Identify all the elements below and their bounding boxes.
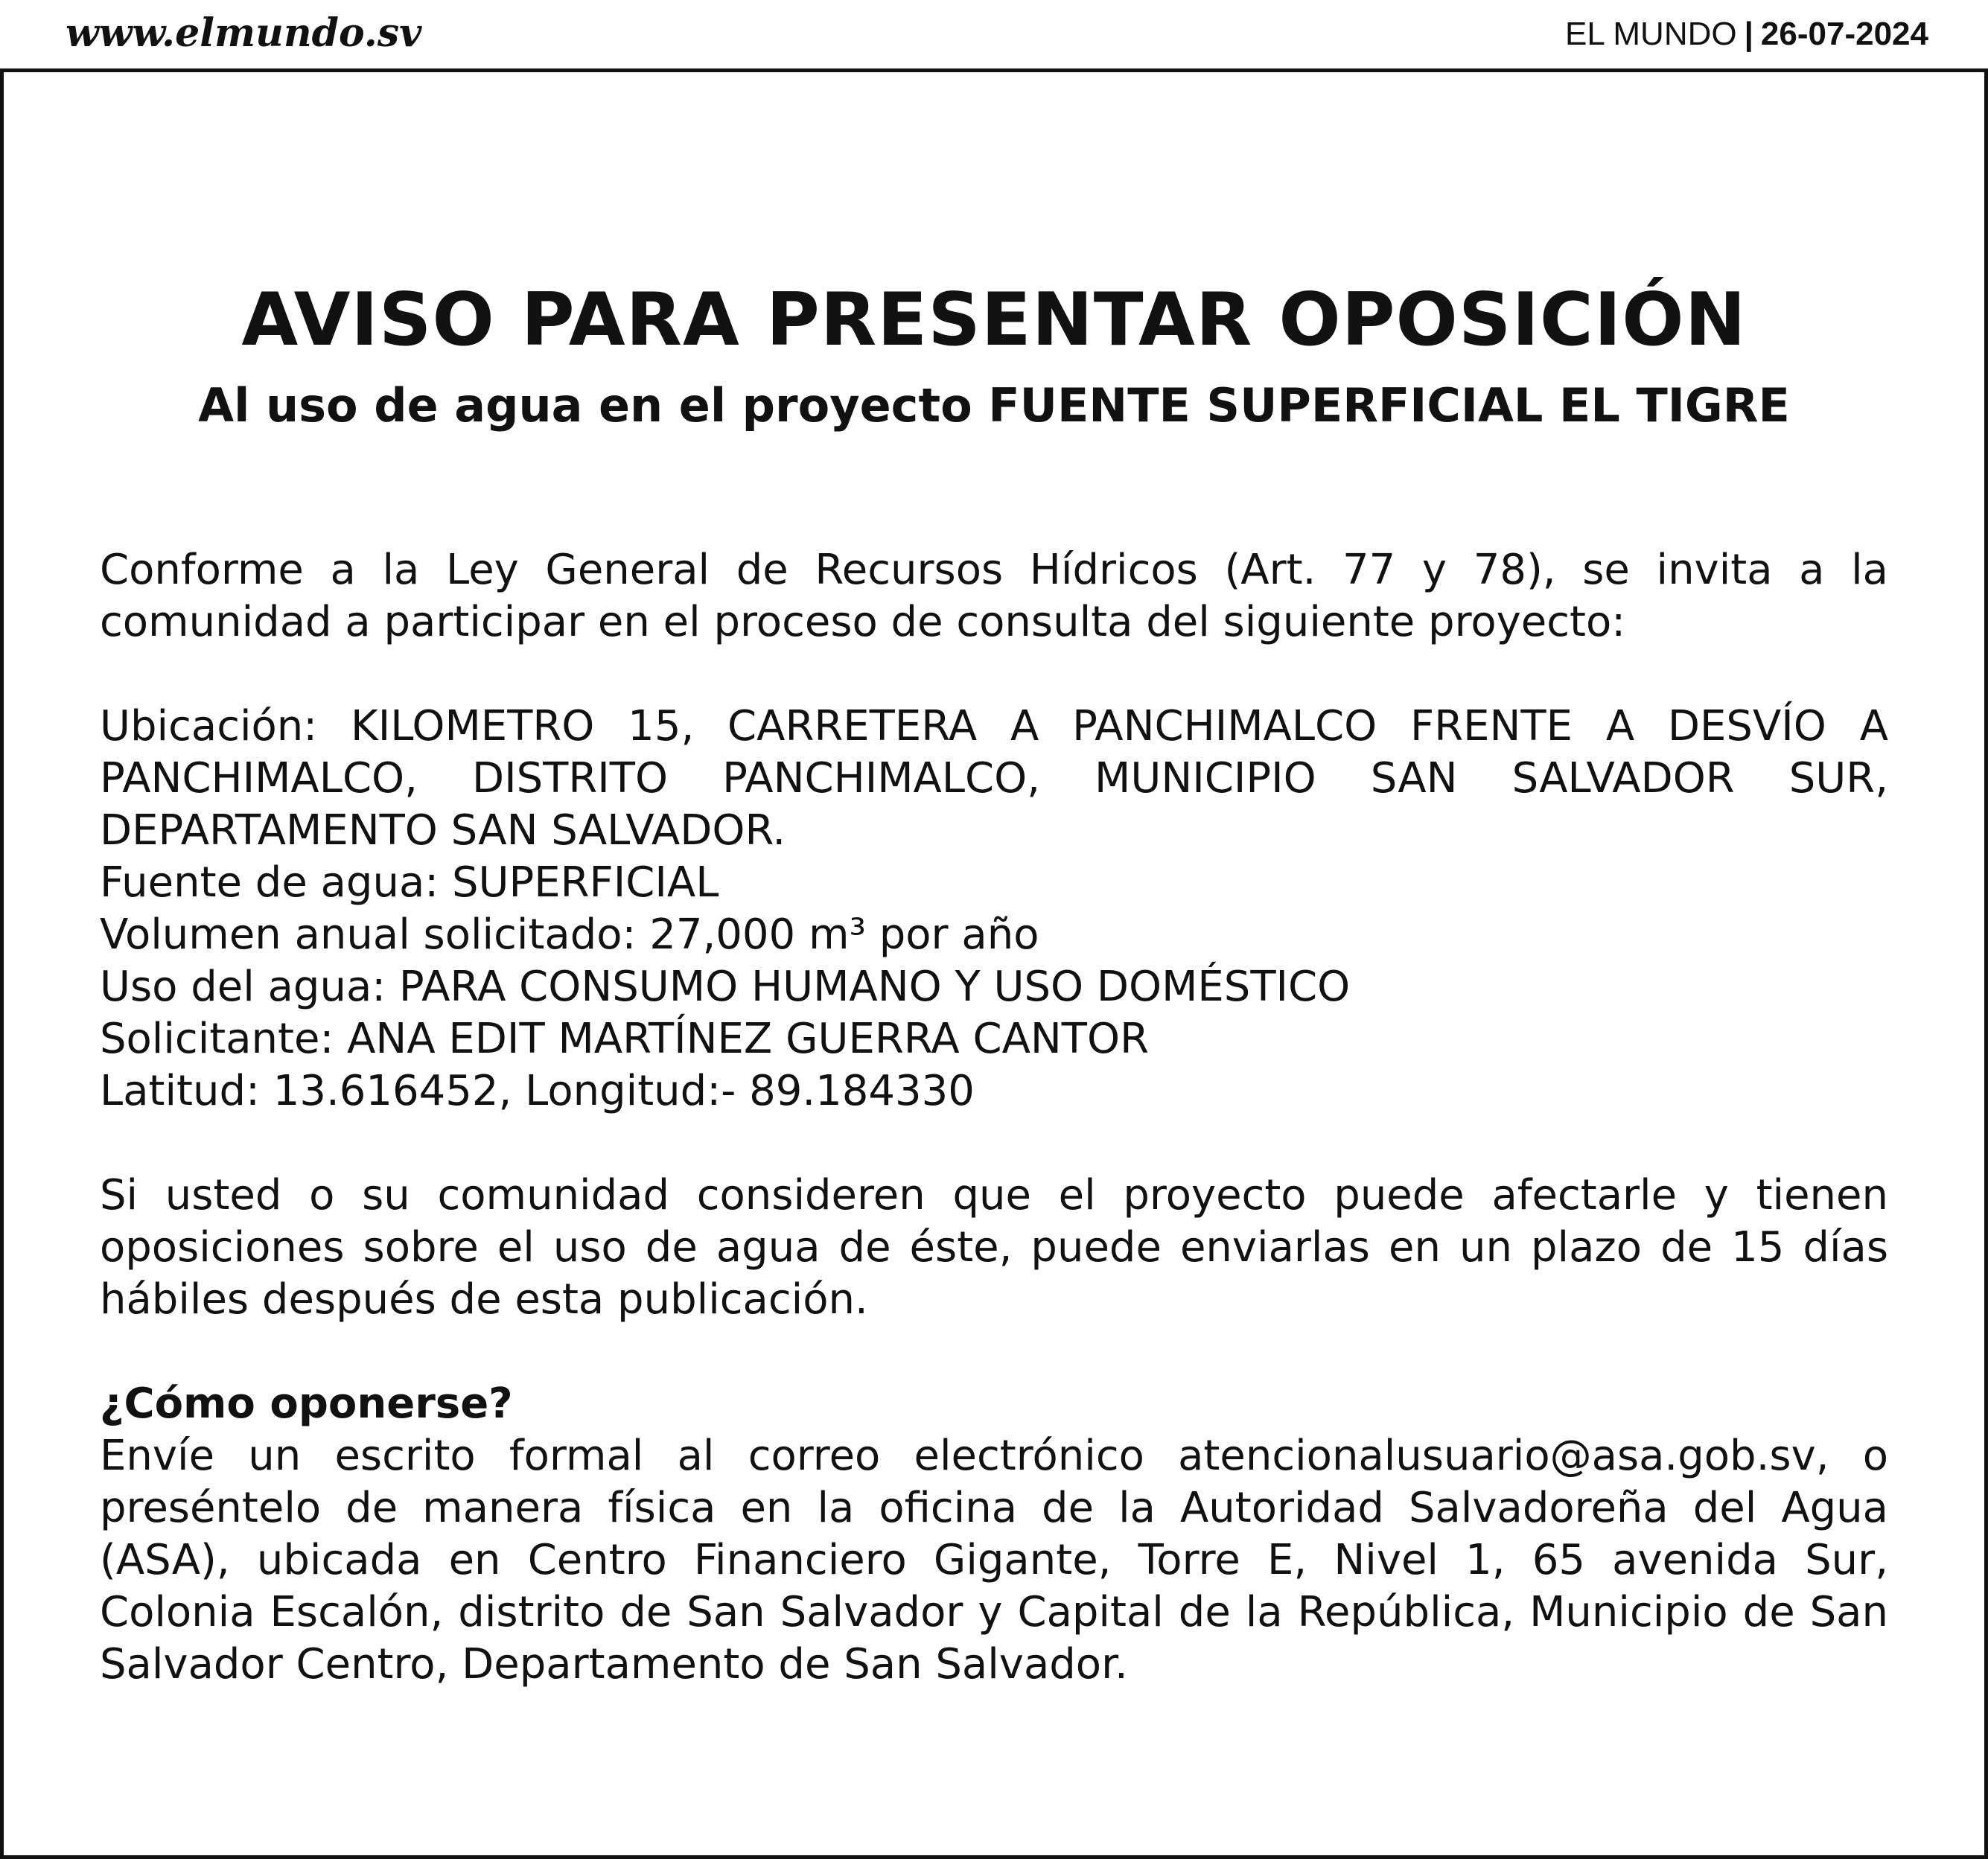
how-to-oppose-paragraph: Envíe un escrito formal al correo electrónico atencionalusuario@asa.gob.sv, o preséntelo de manera física en la oficina de la Autoridad Salvadoreña del Agua (ASA), ubicada en Centro Financiero Gigante, Torre E, Nivel 1, 65 avenida Sur, Colonia Escalón, distrito de San Salvador y Capital de la República, Municipio de San Salvador Centro, Departamento de San Salvador.	[100, 1432, 1888, 1689]
edition-separator: |	[1744, 16, 1753, 52]
paragraph-gap	[100, 1117, 1888, 1170]
intro-paragraph: Conforme a la Ley General de Recursos Hídricos (Art. 77 y 78), se invita a la comunidad a participar en el proceso de consulta del siguiente proyecto:	[100, 546, 1888, 646]
location-field: Ubicación: KILOMETRO 15, CARRETERA A PANCHIMALCO FRENTE A DESVÍO A PANCHIMALCO, DISTRITO PANCHIMALCO, MUNICIPIO SAN SALVADOR SUR, DEPARTAMENTO SAN SALVADOR.	[100, 702, 1888, 855]
applicant-field: Solicitante: ANA EDIT MARTÍNEZ GUERRA CANTOR	[100, 1015, 1149, 1063]
site-url[interactable]: www.elmundo.sv	[66, 10, 422, 56]
publication-name: EL MUNDO	[1564, 16, 1737, 52]
how-to-oppose-heading: ¿Cómo oponerse?	[100, 1380, 513, 1428]
edition-info	[1565, 12, 1928, 57]
notice-subtitle: Al uso de agua en el proyecto FUENTE SUPERFICIAL EL TIGRE	[198, 378, 1790, 433]
notice-title: AVISO PARA PRESENTAR OPOSICIÓN	[241, 278, 1747, 363]
publication-date: 26-07-2024	[1760, 16, 1928, 52]
notice-body	[100, 544, 1888, 1691]
water-source-field: Fuente de agua: SUPERFICIAL	[100, 858, 719, 907]
paragraph-gap	[100, 648, 1888, 701]
annual-volume-field: Volumen anual solicitado: 27,000 m³ por año	[100, 911, 1039, 959]
paragraph-gap	[100, 1326, 1888, 1378]
water-use-field: Uso del agua: PARA CONSUMO HUMANO Y USO DOMÉSTICO	[100, 963, 1351, 1011]
coordinates-field: Latitud: 13.616452, Longitud:- 89.184330	[100, 1067, 975, 1115]
opposition-paragraph: Si usted o su comunidad consideren que el proyecto puede afectarle y tienen oposiciones sobre el uso de agua de éste, puede enviarlas en un plazo de 15 días hábiles después de esta publicación.	[100, 1171, 1888, 1324]
masthead	[0, 0, 1988, 68]
